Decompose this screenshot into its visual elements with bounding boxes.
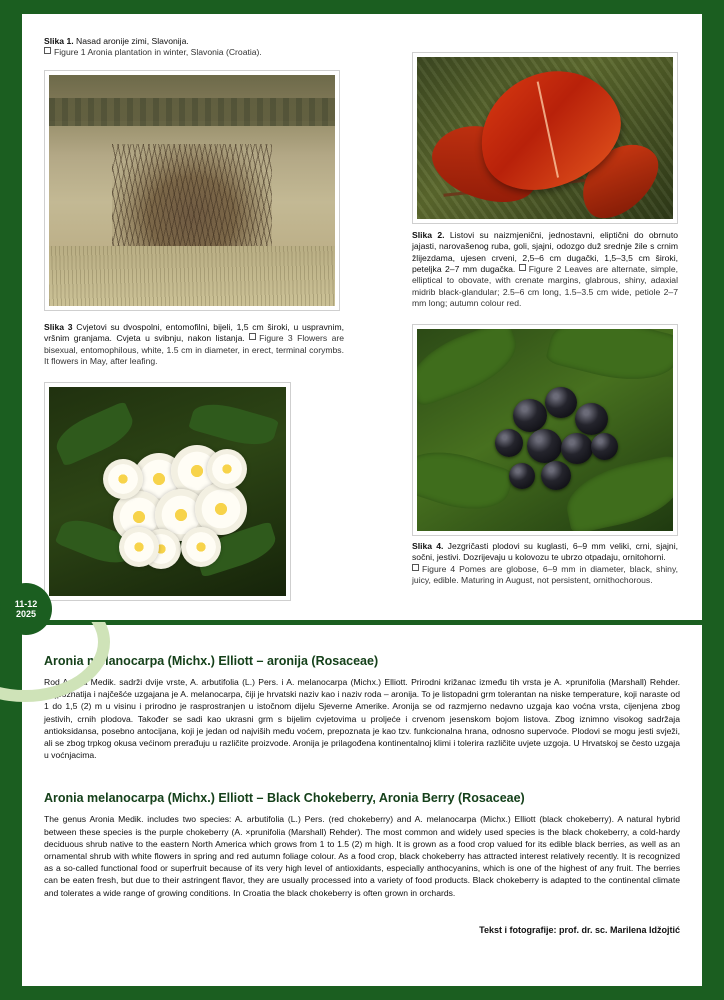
issue-year: 2025 — [15, 609, 37, 619]
figure-4-caption-en: Figure 4 Pomes are globose, 6–9 mm in diameter, black, shiny, juicy, edible. Maturing in August, not persistent, ornithochorous. — [412, 563, 678, 586]
square-bullet-icon — [44, 47, 51, 54]
figure-3-label: Slika 3 — [44, 322, 73, 332]
figure-4-label: Slika 4. — [412, 541, 444, 551]
figure-3-caption-hr: Cvjetovi su dvospolni, entomofilni, bijeli, 1,5 cm široki, u uspravnim, vršnim granjama. Cvjeta u svibnju, nakon listanja. — [44, 322, 345, 344]
square-bullet-icon — [519, 264, 526, 271]
square-bullet-icon — [249, 333, 256, 340]
article-paragraph-hr: Rod Aronia Medik. sadrži dvije vrste, A. arbutifolia (L.) Pers. i A. melanocarpa (Michx.) Elliott. Prirodni križanac između tih vrsta je A. ×prunifolia (Marshall) Rehder. Najpoznatija i najčešće uzgajana je A. melanocarpa, čiji je hrvatski naziv kao i naziv roda – aronija. To je listopadni grm tolerantan na niske temperature, koji naraste od 1 do 1,5 (2) m u visinu i prirodno je rasprostranjen u istočnom dijelu Sjeverne Amerike. Aronija se od razmjerno nedavno uzgaja kao voćna vrsta, cijenjena zbog jestivih, crnih plodova. Također se sadi kao ukrasni grm s bijelim cvjetovima u proljeće i crvenom jesenskom bojom listova. Zbog iznimno visokog sadržaja antioksidansa, posebno antocijana, koji je jedan od najviših među voćem, prepoznata je kao tzv. funkcionalna hrana, odnosno supervoće. Plodovi se mogu jesti svježi, ali se zbog trpkog okusa većinom prerađuju u različite proizvode. Aronija je prilagođena kontinentalnoj klimi i tolerira različite uvjete uzgoja. U Hrvatskoj se često uzgaja u voćnjacima. — [44, 677, 680, 761]
section-divider — [22, 620, 702, 625]
issue-badge — [0, 583, 52, 635]
issue-number: 11-12 — [14, 598, 38, 609]
figure-1-label: Slika 1. — [44, 36, 74, 46]
figure-area — [22, 14, 702, 586]
figure-2-photo — [412, 52, 678, 224]
article-body — [44, 654, 680, 935]
figure-1-caption-en: Figure 1 Aronia plantation in winter, Slavonia (Croatia). — [54, 47, 262, 58]
figure-2-caption-hr: Listovi su naizmjenični, jednostavni, eliptični do obrnuto jajasti, narovašenog ruba, goli, sjajni, odozgo duž srednje žile s crnim žlijezdama, ujesen crveni, 2,5–6 cm dugački, 1,5–3,5 cm široki, peteljka 2–7 mm dugačka. — [412, 230, 679, 275]
figure-2-caption-en: Figure 2 Leaves are alternate, simple, elliptical to obovate, with crenate margins, glabrous, shiny, adaxial midrib black-glandular; 2.5–6 cm long, 1.5–3.5 cm wide, petiole 2–7 mm long; autumn colour red. — [412, 264, 678, 309]
article-title-hr: Aronia melanocarpa (Michx.) Elliott – aronija (Rosaceae) — [44, 654, 379, 668]
figure-1-caption — [44, 36, 344, 59]
figure-4-photo — [412, 324, 678, 536]
figure-3-caption-en: Figure 3 Flowers are bisexual, entomophilous, white, 1.5 cm in diameter, in erect, terminal corymbs. It flowers in May, after leafing. — [44, 333, 344, 367]
square-bullet-icon — [412, 564, 419, 571]
figure-4-caption-hr: Jezgričasti plodovi su kuglasti, 6–9 mm veliki, crni, sjajni, sočni, jestivi. Dozrijevaju u kolovozu te ubrzo otpadaju, ornitohorni. — [412, 541, 678, 563]
article-paragraph-en: The genus Aronia Medik. includes two species: A. arbutifolia (L.) Pers. (red chokeberry) and A. melanocarpa (Michx.) Elliott (black chokeberry). A natural hybrid between these species is the purple chokeberry (A. ×prunifolia (Marshall) Rehder). The most common and widely used species is the black chokeberry, a cold-hardy deciduous shrub native to the eastern North America which grows from 1 to 1.5 (2) m high. It is grown as a food crop valued for its edible black berries, as well as an ornamental shrub with white flowers in spring and red autumn foliage colour. As a food crop, black chokeberry has attracted interest relatively recently. It is recognized as a so-called functional food or superfruit because of its very high level of antioxidants, especially anthocyanins, which is one of the highest of any fruit. The berries can be eaten fresh, but due to their astringent flavor, they are usually processed into a variety of food products. Black chokeberry is adapted to the continental climate and tolerates a wide range of growing conditions. In Croatia the black chokeberry is often grown in orchards. — [44, 814, 680, 898]
author-credit: Tekst i fotografije: prof. dr. sc. Marilena Idžojtić — [479, 924, 680, 935]
figure-2-caption — [412, 230, 678, 309]
figure-3-photo — [44, 382, 291, 601]
figure-1-photo — [44, 70, 340, 311]
figure-2-label: Slika 2. — [412, 230, 445, 240]
figure-3-caption — [44, 322, 344, 367]
page — [14, 14, 702, 986]
article-title-en: Aronia melanocarpa (Michx.) Elliott – Black Chokeberry, Aronia Berry (Rosaceae) — [44, 791, 525, 806]
figure-1-caption-hr: Nasad aronije zimi, Slavonija. — [76, 36, 189, 46]
figure-4-caption — [412, 541, 678, 586]
